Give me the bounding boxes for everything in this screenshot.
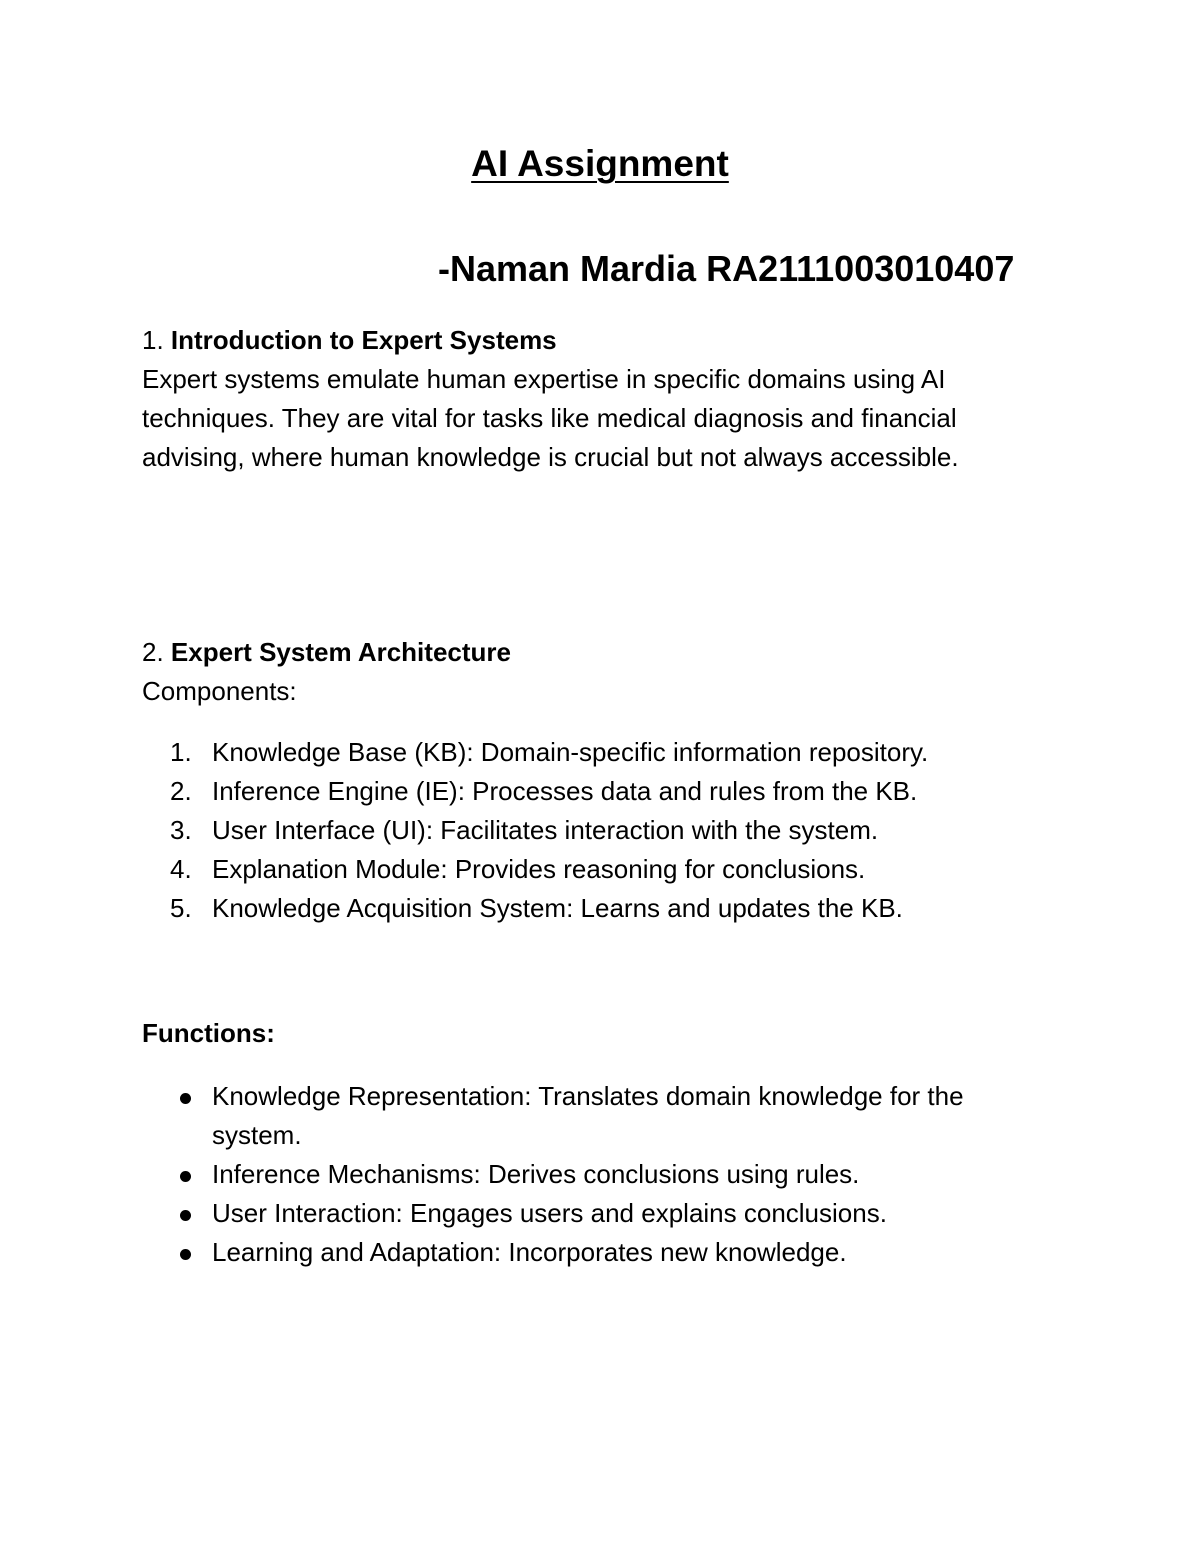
list-item (142, 811, 1042, 850)
list-number: 1. (170, 737, 192, 767)
section-introduction (142, 321, 1062, 477)
list-number: 3. (170, 815, 192, 845)
list-item (142, 733, 1042, 772)
section-paragraph: Expert systems emulate human expertise in specific domains using AI techniques. They are vital for tasks like medical diagnosis and financial advising, where human knowledge is crucial but not always accessible. (142, 364, 959, 472)
bullet-icon (180, 1171, 191, 1182)
components-label: Components: (142, 676, 297, 706)
list-item (142, 1155, 1022, 1194)
list-item-text: Inference Engine (IE): Processes data and rules from the KB. (212, 776, 918, 806)
list-item (142, 1233, 1022, 1272)
list-item (142, 1077, 1022, 1155)
list-item-text: User Interface (UI): Facilitates interaction with the system. (212, 815, 879, 845)
bullet-icon (180, 1249, 191, 1260)
section-heading (142, 633, 1062, 672)
list-item-text: Knowledge Acquisition System: Learns and updates the KB. (212, 893, 903, 923)
bullet-icon (180, 1093, 191, 1104)
section-title: Introduction to Expert Systems (170, 325, 557, 355)
functions-label: Functions: (142, 1018, 275, 1048)
document-title: AI Assignment (471, 143, 729, 184)
list-item-text: Knowledge Representation: Translates domain knowledge for the system. (212, 1081, 964, 1150)
section-number: 1. (142, 325, 164, 355)
section-architecture (142, 633, 1062, 711)
list-number: 4. (170, 854, 192, 884)
list-item-text: User Interaction: Engages users and explains conclusions. (212, 1198, 887, 1228)
section-title: Expert System Architecture (170, 637, 511, 667)
list-item (142, 1194, 1022, 1233)
list-item-text: Learning and Adaptation: Incorporates new knowledge. (212, 1237, 847, 1267)
author-line: -Naman Mardia RA2111003010407 (438, 248, 1015, 289)
list-item-text: Knowledge Base (KB): Domain-specific information repository. (212, 737, 929, 767)
list-item-text: Explanation Module: Provides reasoning for conclusions. (212, 854, 866, 884)
list-item (142, 850, 1042, 889)
section-number: 2. (142, 637, 164, 667)
section-heading (142, 321, 1062, 360)
list-item-text: Inference Mechanisms: Derives conclusions using rules. (212, 1159, 860, 1189)
bullet-icon (180, 1210, 191, 1221)
list-number: 5. (170, 893, 192, 923)
list-number: 2. (170, 776, 192, 806)
list-item (142, 772, 1042, 811)
list-item (142, 889, 1042, 928)
functions-list (142, 1077, 1022, 1272)
components-list (142, 733, 1042, 928)
